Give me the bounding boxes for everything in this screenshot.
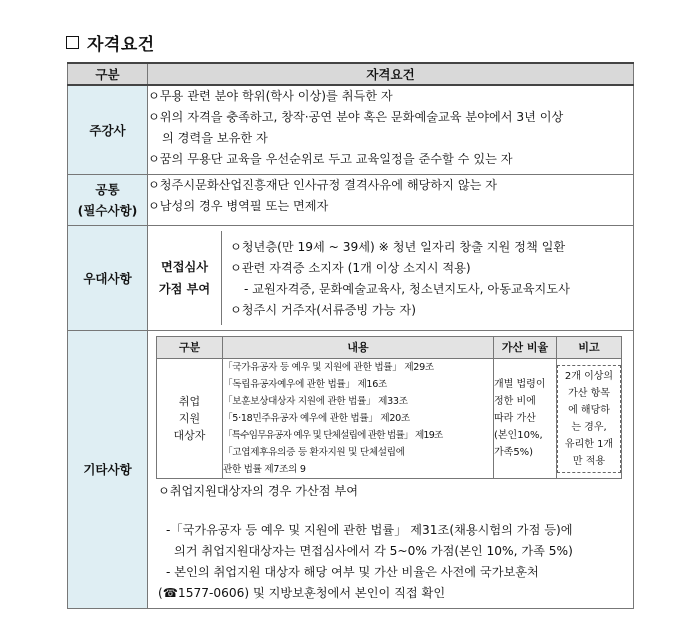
label-other: 기타사항 xyxy=(68,331,148,609)
list-item: ㅇ남성의 경우 병역필 또는 면제자 xyxy=(148,199,329,213)
row-preference xyxy=(68,226,634,331)
note-line: 유리한 1개 xyxy=(564,438,614,450)
category-line: 지원 xyxy=(178,412,201,425)
ratio-line: 정한 비에 xyxy=(494,396,536,407)
list-item: - 본인의 취업지원 대상자 해당 여부 및 가산 비율은 사전에 국가보훈처 xyxy=(166,565,539,579)
law-item: 「국가유공자 등 예우 및 지원에 관한 법률」 제29조 xyxy=(223,362,434,373)
law-item: 「독립유공자예우에 관한 법률」 제16조 xyxy=(223,379,387,390)
category-line: 대상자 xyxy=(173,429,206,442)
note-line: 에 해당하 xyxy=(568,404,610,416)
requirements-table xyxy=(67,62,634,609)
list-item: ㅇ관련 자격증 소지자 (1개 이상 소지시 적용) xyxy=(230,261,471,275)
header-requirements: 자격요건 xyxy=(148,63,634,85)
law-item: 「고엽제후유의증 등 환자지원 및 단체설립에 xyxy=(223,447,405,458)
other-notes xyxy=(154,479,629,606)
list-item: ㅇ무용 관련 분야 학위(학사 이상)를 취득한 자 xyxy=(148,89,393,103)
preference-sublabel-line2: 가점 부여 xyxy=(158,282,211,296)
law-item: 「특수임무유공자 예우 및 단체설립에 관한 법률」 제19조 xyxy=(223,430,443,441)
preference-sublabel-line1: 면접심사 xyxy=(160,260,209,274)
section-title-text: 자격요건 xyxy=(87,35,155,55)
law-item: 「5·18민주유공자 예우에 관한 법률」 제20조 xyxy=(223,413,410,424)
note-box xyxy=(557,365,621,473)
label-preference: 우대사항 xyxy=(68,226,148,331)
list-item: -「국가유공자 등 예우 및 지원에 관한 법률」 제31조(채용시험의 가점 등)에 xyxy=(166,523,573,537)
inner-category-cell xyxy=(157,359,223,479)
row-other xyxy=(68,331,634,609)
label-common-line1: 공통 xyxy=(95,182,120,197)
law-item: 관한 법률 제7조의 9 xyxy=(223,464,306,475)
content-other xyxy=(148,331,634,609)
table-header-row xyxy=(68,63,634,85)
checkbox-square-icon xyxy=(66,36,79,49)
preference-body xyxy=(222,231,576,325)
list-item: ㅇ청주시문화산업진흥재단 인사규정 결격사유에 해당하지 않는 자 xyxy=(148,178,498,192)
inner-content-cell xyxy=(223,359,494,479)
inner-header-row xyxy=(157,337,622,359)
ratio-line: (본인10%, xyxy=(494,430,543,441)
row-instructor xyxy=(68,85,634,175)
bonus-points-table xyxy=(156,336,622,479)
list-item: 의거 취업지원대상자는 면접심사에서 각 5~0% 가점(본인 10%, 가족 5%) xyxy=(174,544,573,558)
note-line: 만 적용 xyxy=(572,455,606,467)
content-instructor xyxy=(148,85,634,175)
list-item: - 교원자격증, 문화예술교육사, 청소년지도사, 아동교육지도사 xyxy=(244,282,570,296)
label-instructor: 주강사 xyxy=(68,85,148,175)
list-item: ㅇ청주시 거주자(서류증빙 가능 자) xyxy=(230,303,416,317)
ratio-line: 따라 가산 xyxy=(494,413,536,424)
list-item: ㅇ청년층(만 19세 ~ 39세) ※ 청년 일자리 창출 지원 정책 일환 xyxy=(230,240,566,254)
list-item: ㅇ취업지원대상자의 경우 가산점 부여 xyxy=(158,484,358,498)
law-item: 「보훈보상대상자 지원에 관한 법률」 제33조 xyxy=(223,396,408,407)
list-item: ㅇ꿈의 무용단 교육을 우선순위로 두고 교육일정을 준수할 수 있는 자 xyxy=(148,152,513,166)
note-line: 는 경우, xyxy=(571,421,607,433)
inner-ratio-cell xyxy=(494,359,557,479)
content-preference xyxy=(148,226,634,331)
preference-sublabel xyxy=(148,231,222,325)
ratio-line: 가족5%) xyxy=(494,447,534,458)
preference-wrap xyxy=(148,231,633,325)
note-line: 2개 이상의 xyxy=(564,370,614,382)
inner-data-row xyxy=(157,359,622,479)
header-category: 구분 xyxy=(68,63,148,85)
list-item: 의 경력을 보유한 자 xyxy=(162,131,268,145)
inner-header-note: 비고 xyxy=(557,337,622,359)
list-item: ㅇ위의 자격을 충족하고, 창작·공연 분야 혹은 문화예술교육 분야에서 3년 이상 xyxy=(148,110,564,124)
row-common xyxy=(68,175,634,226)
inner-header-content: 내용 xyxy=(223,337,494,359)
label-common-line2: (필수사항) xyxy=(77,203,138,218)
inner-header-ratio: 가산 비율 xyxy=(494,337,557,359)
inner-note-cell xyxy=(557,359,622,479)
label-common xyxy=(68,175,148,226)
ratio-line: 개별 법령이 xyxy=(494,379,546,390)
content-common xyxy=(148,175,634,226)
spacer xyxy=(158,502,623,520)
category-line: 취업 xyxy=(178,395,201,408)
list-item: (☎1577-0606) 및 지방보훈청에서 본인이 직접 확인 xyxy=(158,586,446,600)
inner-header-category: 구분 xyxy=(157,337,223,359)
note-line: 가산 항목 xyxy=(568,387,610,399)
section-title xyxy=(66,30,155,55)
